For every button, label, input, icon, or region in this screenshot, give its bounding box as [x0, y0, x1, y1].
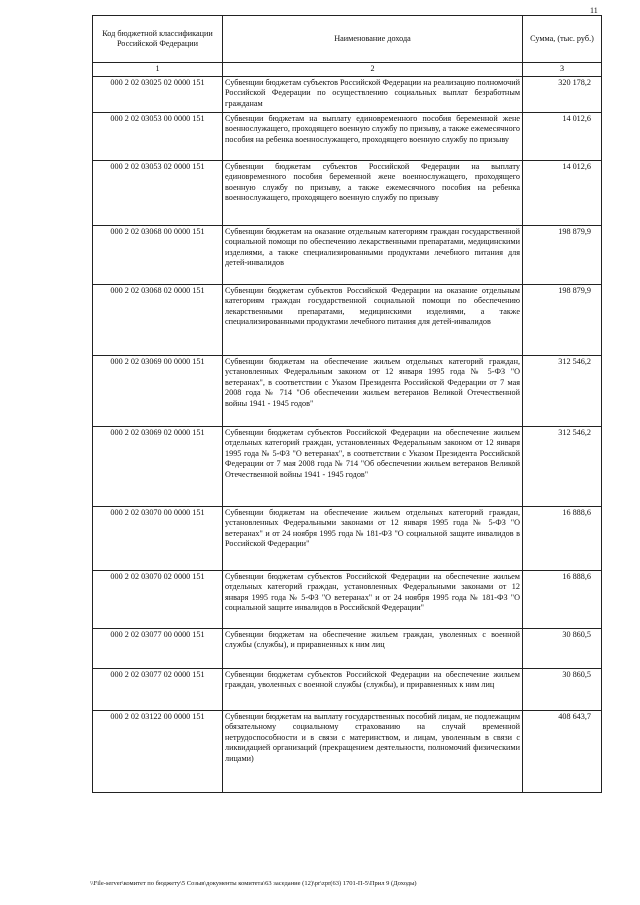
header-code: Код бюджетной классификации Российской Федерации	[93, 16, 223, 63]
header-num-3: 3	[523, 63, 602, 77]
row-code: 000 2 02 03070 02 0000 151	[93, 570, 223, 628]
row-code: 000 2 02 03053 00 0000 151	[93, 112, 223, 160]
header-sum: Сумма, (тыс. руб.)	[523, 16, 602, 63]
row-code: 000 2 02 03053 02 0000 151	[93, 160, 223, 225]
table-row	[93, 570, 602, 628]
row-sum: 312 546,2	[523, 355, 602, 426]
table-row	[93, 668, 602, 710]
row-sum: 16 888,6	[523, 506, 602, 570]
table-row	[93, 710, 602, 792]
row-description: Субвенции бюджетам на обеспечение жильем граждан, уволенных с военной службы (службы), и приравненных к ним лиц	[223, 628, 523, 668]
page-number: 11	[590, 6, 598, 15]
row-code: 000 2 02 03070 00 0000 151	[93, 506, 223, 570]
row-sum: 198 879,9	[523, 225, 602, 284]
row-description: Субвенции бюджетам на выплату единовременного пособия беременной жене военнослужащего, проходящего военную службу по призыву, а также ежемесячного пособия на ребенка военнослужащего, проходящего военную службу по призыву	[223, 112, 523, 160]
row-code: 000 2 02 03069 02 0000 151	[93, 426, 223, 506]
table-row	[93, 284, 602, 355]
row-description: Субвенции бюджетам на обеспечение жильем отдельных категорий граждан, установленных Федеральным законом от 12 января 1995 года № 5-ФЗ "О ветеранах", в соответствии с Указом Президента Российской Федерации от 7 мая 2008 года № 714 "Об обеспечении жильем ветеранов Великой Отечественной войны 1941 - 1945 годов"	[223, 355, 523, 426]
row-sum: 408 643,7	[523, 710, 602, 792]
table-row	[93, 112, 602, 160]
table-row	[93, 628, 602, 668]
table-row	[93, 355, 602, 426]
table-row	[93, 225, 602, 284]
header-name: Наименование дохода	[223, 16, 523, 63]
row-sum: 30 860,5	[523, 628, 602, 668]
row-sum: 30 860,5	[523, 668, 602, 710]
table-row	[93, 506, 602, 570]
header-num-1: 1	[93, 63, 223, 77]
row-description: Субвенции бюджетам субъектов Российской Федерации на оказание отдельным категориям граждан государственной социальной помощи по обеспечению лекарственными препаратами, медицинскими изделиями, а также специализированными продуктами лечебного питания для детей-инвалидов	[223, 284, 523, 355]
file-path-footer: \\File-server\комитет по бюджету\5 Созыв\документы комитета\63 заседание (12)\pr\zpr(63) 1701-П-5\Прил 9 (Доходы)	[90, 880, 417, 887]
revenue-table	[92, 15, 602, 793]
row-sum: 320 178,2	[523, 76, 602, 112]
row-code: 000 2 02 03077 00 0000 151	[93, 628, 223, 668]
header-num-2: 2	[223, 63, 523, 77]
row-description: Субвенции бюджетам на оказание отдельным категориям граждан государственной социальной помощи по обеспечению лекарственными препаратами, медицинскими изделиями, а также специализированными продуктами лечебного питания для детей-инвалидов	[223, 225, 523, 284]
row-sum: 14 012,6	[523, 160, 602, 225]
table-row	[93, 426, 602, 506]
row-sum: 16 888,6	[523, 570, 602, 628]
table-row	[93, 160, 602, 225]
row-description: Субвенции бюджетам субъектов Российской Федерации на обеспечение жильем граждан, уволенных с военной службы (службы), и приравненных к ним лиц	[223, 668, 523, 710]
row-description: Субвенции бюджетам на обеспечение жильем отдельных категорий граждан, установленных Федеральными законами от 12 января 1995 года № 5-ФЗ "О ветеранах" и от 24 ноября 1995 года № 181-ФЗ "О социальной защите инвалидов в Российской Федерации"	[223, 506, 523, 570]
row-sum: 312 546,2	[523, 426, 602, 506]
row-code: 000 2 02 03068 00 0000 151	[93, 225, 223, 284]
row-code: 000 2 02 03025 02 0000 151	[93, 76, 223, 112]
table-body	[93, 76, 602, 792]
row-sum: 14 012,6	[523, 112, 602, 160]
row-code: 000 2 02 03069 00 0000 151	[93, 355, 223, 426]
table-row	[93, 76, 602, 112]
row-description: Субвенции бюджетам на выплату государственных пособий лицам, не подлежащим обязательному социальному страхованию на случай временной нетрудоспособности и в связи с материнством, и лицам, уволенным в связи с ликвидацией организаций (прекращением деятельности, полномочий физическими лицами)	[223, 710, 523, 792]
row-sum: 198 879,9	[523, 284, 602, 355]
row-description: Субвенции бюджетам субъектов Российской Федерации на реализацию полномочий Российской Федерации по осуществлению социальных выплат безработным гражданам	[223, 76, 523, 112]
row-description: Субвенции бюджетам субъектов Российской Федерации на выплату единовременного пособия беременной жене военнослужащего, проходящего военную службу по призыву, а также ежемесячного пособия на ребенка военнослужащего, проходящего военную службу по призыву	[223, 160, 523, 225]
row-code: 000 2 02 03077 02 0000 151	[93, 668, 223, 710]
row-code: 000 2 02 03068 02 0000 151	[93, 284, 223, 355]
row-description: Субвенции бюджетам субъектов Российской Федерации на обеспечение жильем отдельных категорий граждан, установленных Федеральными законами от 12 января 1995 года № 5-ФЗ "О ветеранах" и от 24 ноября 1995 года № 181-ФЗ "О социальной защите инвалидов в Российской Федерации"	[223, 570, 523, 628]
row-code: 000 2 02 03122 00 0000 151	[93, 710, 223, 792]
row-description: Субвенции бюджетам субъектов Российской Федерации на обеспечение жильем отдельных категорий граждан, установленных Федеральным законом от 12 января 1995 года № 5-ФЗ "О ветеранах", в соответствии с Указом Президента Российской Федерации от 7 мая 2008 года № 714 "Об обеспечении жильем ветеранов Великой Отечественной войны 1941 - 1945 годов"	[223, 426, 523, 506]
